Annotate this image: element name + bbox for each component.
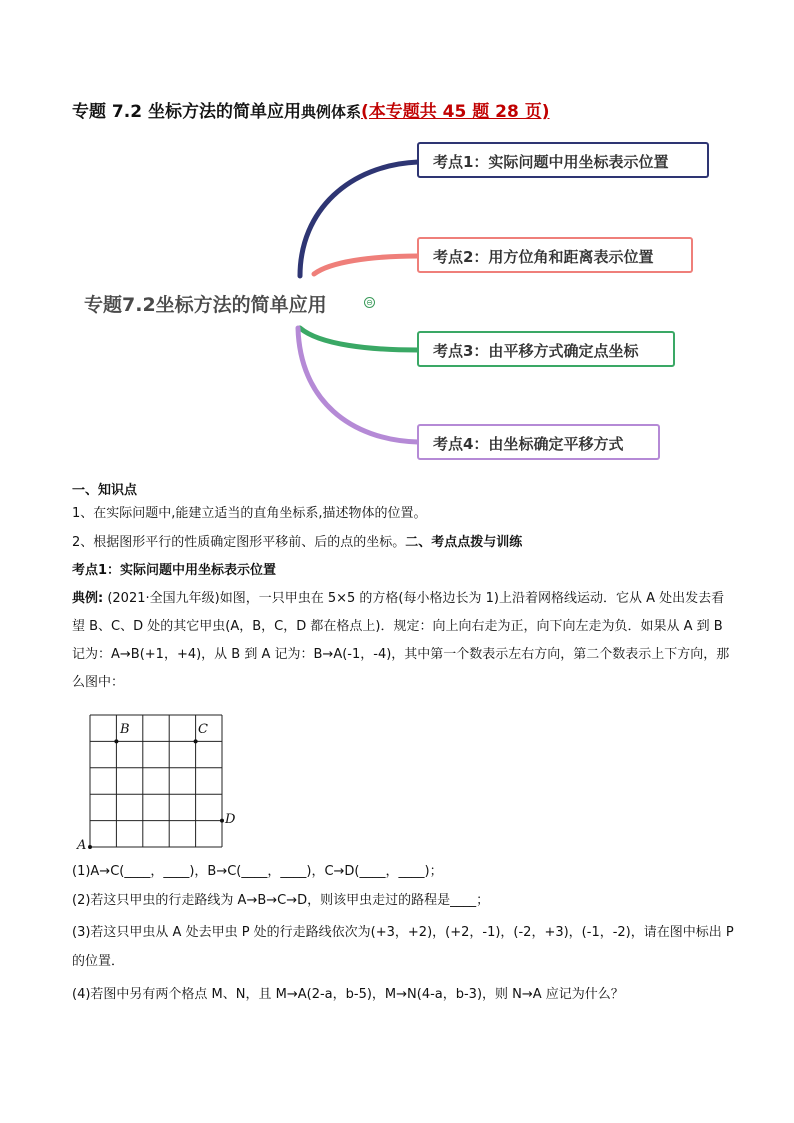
knowledge-item-2-text: 2、根据图形平行的性质确定图形平移前、后的点的坐标。 — [72, 535, 406, 550]
question-1: (1)A→C(____，____)，B→C(____，____)，C→D(____，____)； — [72, 864, 443, 879]
label-D: D — [225, 812, 236, 827]
question-4: (4)若图中另有两个格点 M、N，且 M→A(2-a，b-5)，M→N(4-a，b-3)，则 N→A 应记为什么？ — [72, 987, 624, 1002]
point-D — [220, 819, 224, 823]
question-3-line-1: (3)若这只甲虫从 A 处去甲虫 P 处的行走路线依次为(+3，+2)，(+2，-1)，(-2，+3)，(-1，-2)，请在图中标出 P — [72, 925, 734, 940]
example-text: (2021·全国九年级)如图，一只甲虫在 5×5 的方格(每小格边长为 1)上沿着网格线运动．它从 A 处出发去看望 B、C、D 处的其它甲虫(A，B，C，D 都在格点上)．规定：向上向右走为正，向下向左走为负．如果从 A 到 B 记为：A→B(+1，+4)，从 B 到 A 记为：B→A(-1，-4)，其中第一个数表示左右方向，第二个数表示上下方向，那么图中： — [72, 591, 730, 690]
knowledge-item-1: 1、在实际问题中,能建立适当的直角坐标系,描述物体的位置。 — [72, 506, 427, 521]
page-title — [72, 97, 550, 122]
question-2: (2)若这只甲虫的行走路线为 A→B→C→D，则该甲虫走过的路程是____； — [72, 893, 490, 908]
point-C — [194, 739, 198, 743]
kp1-heading: 考点1：实际问题中用坐标表示位置 — [72, 563, 277, 578]
question-3-line-2: 的位置． — [72, 954, 125, 969]
mindmap-node-1[interactable]: 考点1：实际问题中用坐标表示位置 — [417, 142, 709, 178]
mindmap-node-2[interactable]: 考点2：用方位角和距离表示位置 — [417, 237, 693, 273]
title-sub: 典例体系 — [300, 103, 361, 121]
section-two-heading: 二、考点点拨与训练 — [405, 535, 523, 550]
mindmap-node-4[interactable]: 考点4：由坐标确定平移方式 — [417, 424, 660, 460]
example-paragraph — [72, 585, 732, 697]
point-B — [114, 739, 118, 743]
point-A — [88, 845, 92, 849]
label-C: C — [198, 722, 208, 737]
grid-figure — [88, 714, 248, 864]
label-B: B — [120, 722, 130, 737]
knowledge-heading: 一、知识点 — [72, 483, 138, 498]
label-A: A — [77, 838, 87, 853]
title-main: 专题 7.2 坐标方法的简单应用 — [72, 102, 301, 122]
mindmap-root: 专题7.2坐标方法的简单应用 — [84, 294, 327, 316]
connector-3 — [300, 328, 418, 350]
mindmap-node-3[interactable]: 考点3：由平移方式确定点坐标 — [417, 331, 675, 367]
collapse-icon[interactable]: ⊖ — [364, 297, 375, 308]
title-scope: (本专题共 45 题 28 页) — [360, 102, 550, 122]
connector-2 — [314, 256, 418, 274]
example-label: 典例: — [72, 591, 104, 606]
knowledge-item-2 — [72, 529, 522, 557]
